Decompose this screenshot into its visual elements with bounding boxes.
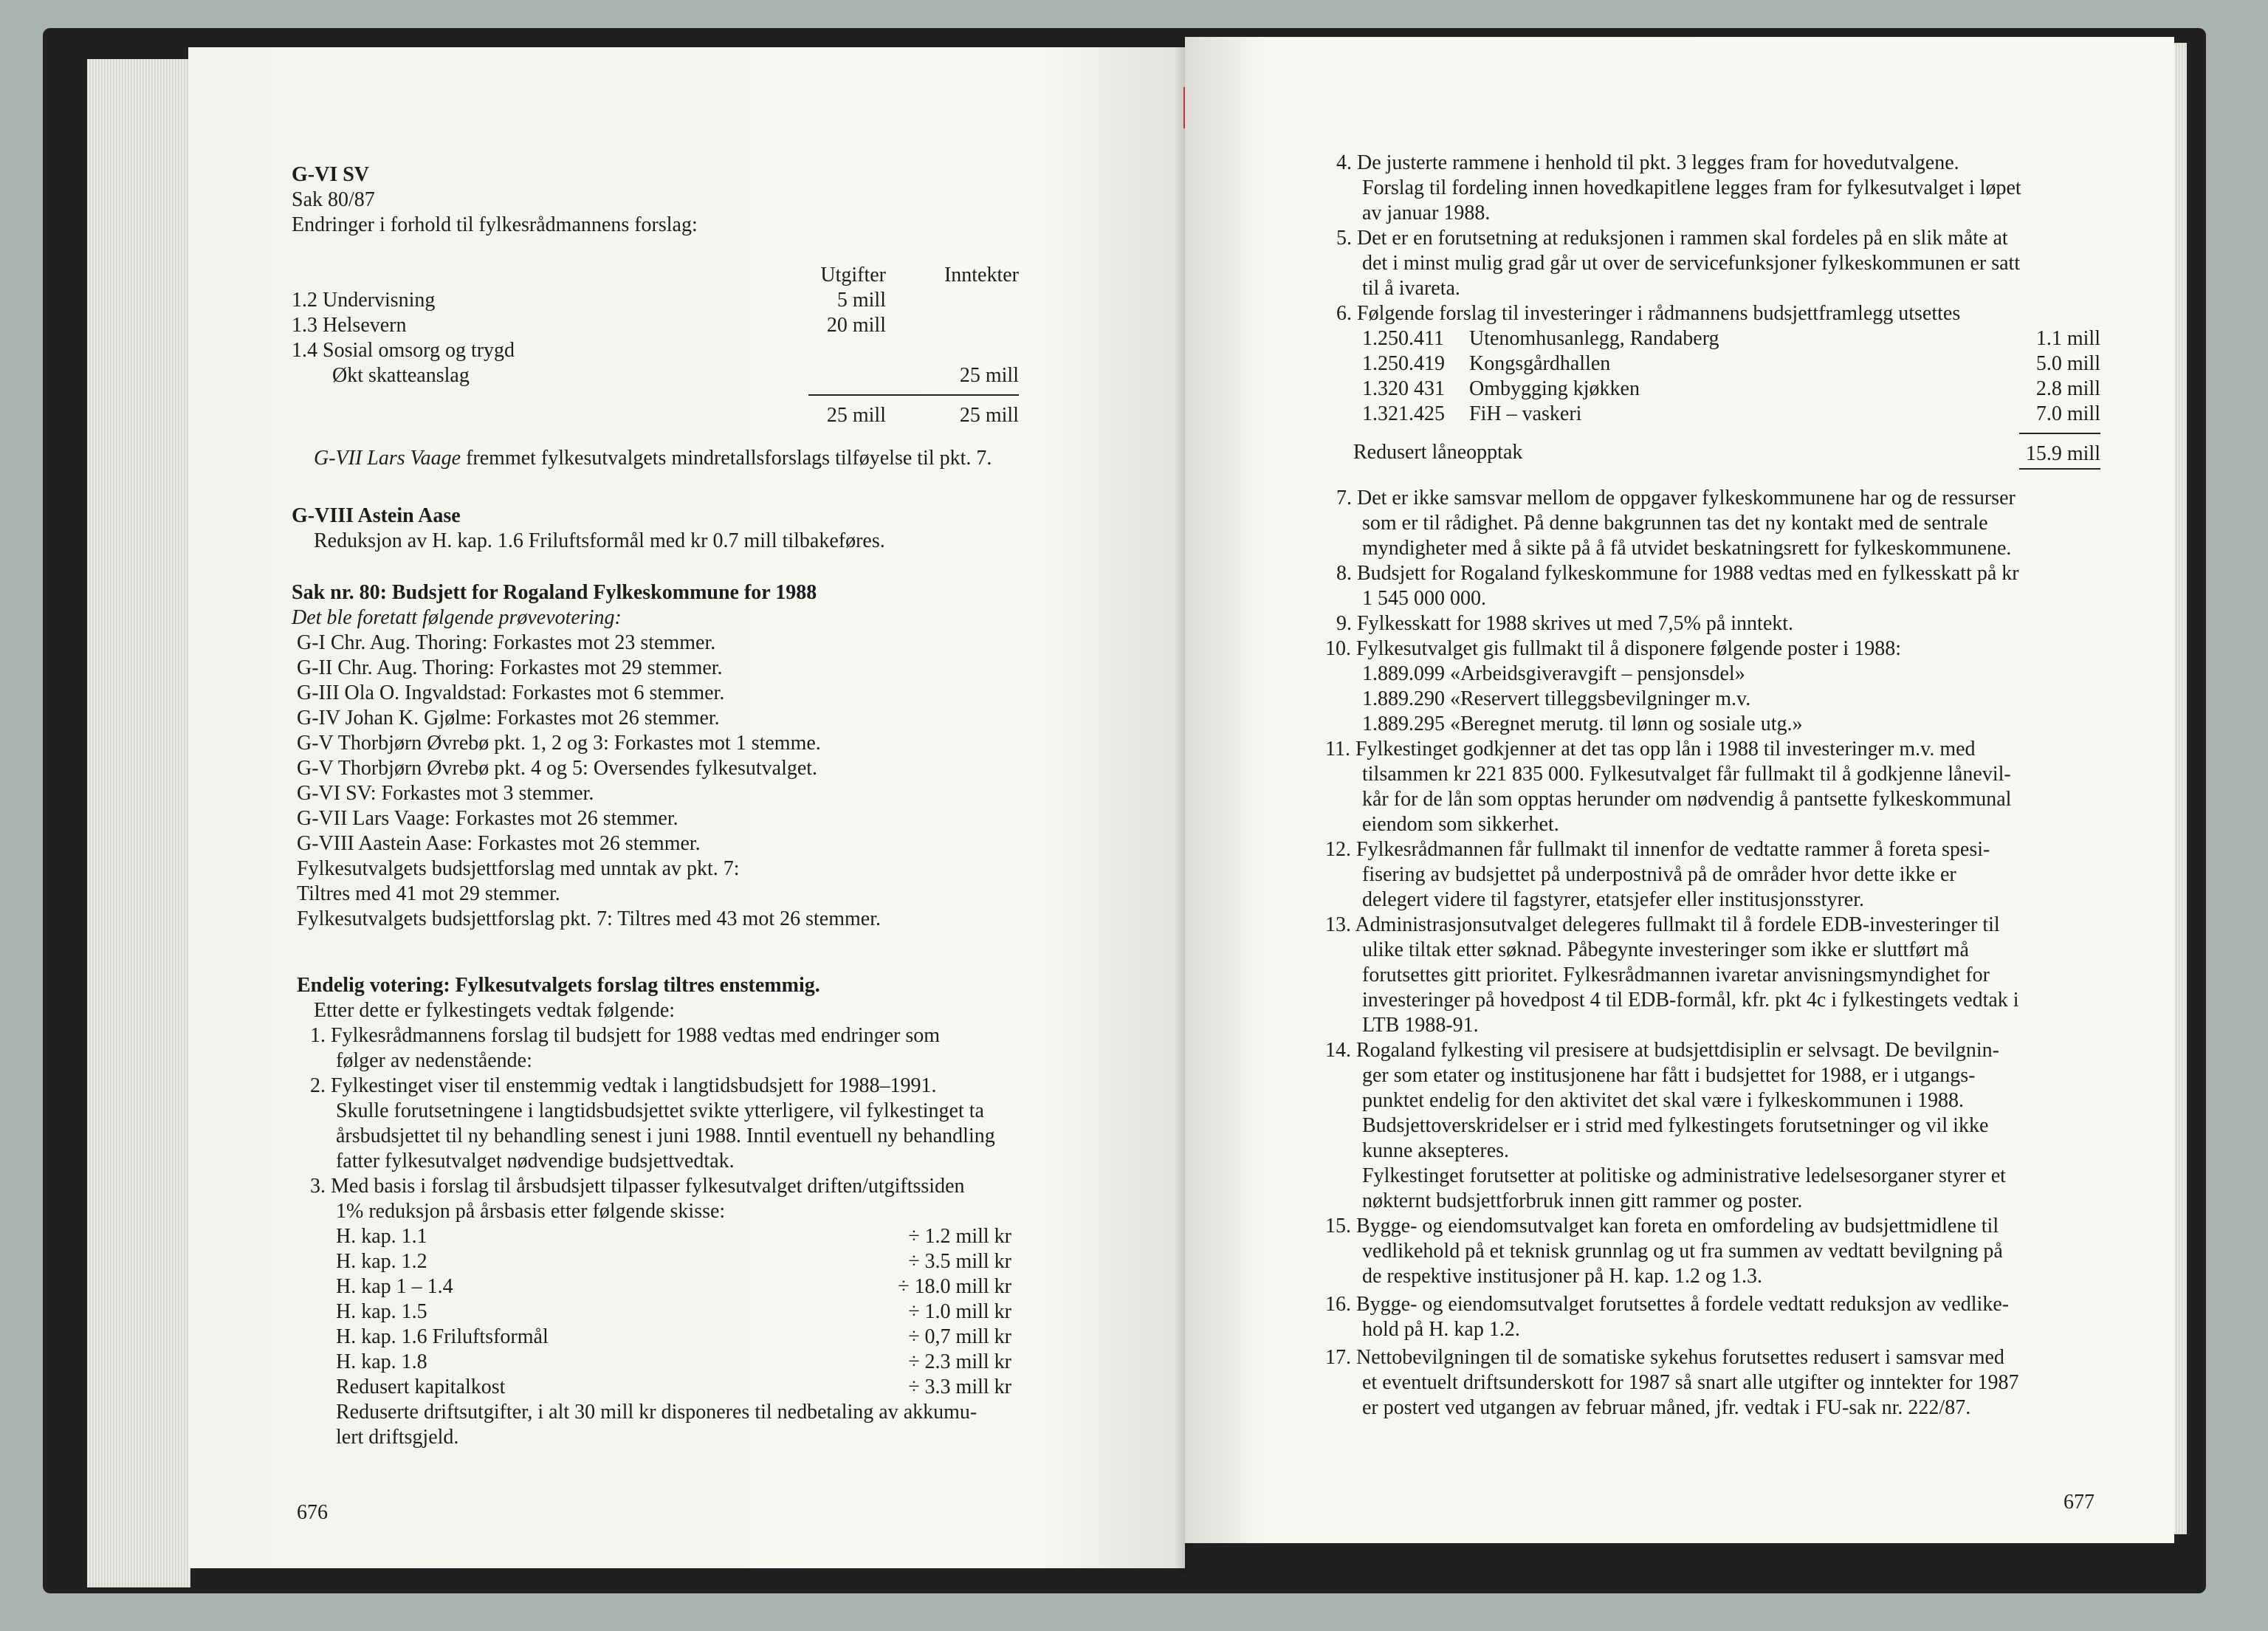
cut-amount: ÷ 3.3 mill kr	[908, 1376, 1011, 1398]
list-item: av januar 1988.	[1362, 202, 1491, 224]
investment-amount: 5.0 mill	[2035, 352, 2100, 375]
reduced-loan-amount: 15.9 mill	[2025, 442, 2100, 465]
cut-label: H. kap. 1.2	[336, 1250, 427, 1273]
page-number-left: 676	[297, 1501, 328, 1524]
investment-code: 1.250.411	[1362, 327, 1444, 350]
gvi-sak: Sak 80/87	[292, 188, 375, 211]
list-item: vedlikehold på et teknisk grunnlag og ut fra summen av vedtatt bevilgning på	[1362, 1240, 2003, 1263]
vote-item: Fylkesutvalgets budsjettforslag pkt. 7: Tiltres med 43 mot 26 stemmer.	[297, 907, 881, 930]
list-item: ulike tiltak etter søknad. Påbegynte investeringer som ikke er sluttført må	[1362, 938, 1969, 961]
vote-item: G-VIII Aastein Aase: Forkastes mot 26 stemmer.	[297, 832, 701, 855]
investment-amount: 2.8 mill	[2035, 377, 2100, 400]
gvii-note-text: fremmet fylkesutvalgets mindretallsforslags tilføyelse til pkt. 7.	[461, 447, 992, 470]
list-item: 13. Administrasjonsutvalget delegeres fullmakt til å fordele EDB-investeringer til	[1325, 913, 2000, 936]
final-vote-intro: Etter dette er fylkestingets vedtak følgende:	[314, 999, 676, 1022]
list-item: 16. Bygge- og eiendomsutvalget forutsettes å fordele vedtatt reduksjon av vedlike-	[1325, 1293, 2010, 1316]
page-number-right: 677	[2063, 1491, 2095, 1514]
investment-name: Ombygging kjøkken	[1469, 377, 1640, 400]
list-item: 2. Fylkestinget viser til enstemmig vedtak i langtidsbudsjett for 1988–1991.	[310, 1074, 937, 1097]
page-stack-left	[87, 59, 190, 1587]
cut-amount: ÷ 3.5 mill kr	[908, 1250, 1011, 1273]
list-item: hold på H. kap 1.2.	[1362, 1318, 1520, 1341]
list-item: 1. Fylkesrådmannens forslag til budsjett for 1988 vedtas med endringer som	[310, 1024, 941, 1047]
cut-label: H. kap. 1.6 Friluftsformål	[336, 1325, 549, 1348]
list-item: 17. Nettobevilgningen til de somatiske sykehus forutsettes redusert i samsvar med	[1325, 1346, 2004, 1369]
cut-label: Redusert kapitalkost	[336, 1376, 506, 1398]
vote-item: G-IV Johan K. Gjølme: Forkastes mot 26 stemmer.	[297, 707, 720, 729]
reduced-loan-label: Redusert låneopptak	[1353, 441, 1523, 464]
list-item: 9. Fylkesskatt for 1988 skrives ut med 7,5% på inntekt.	[1336, 612, 1794, 635]
list-item: Fylkestinget forutsetter at politiske og administrative ledelsesorganer styrer et	[1362, 1164, 2006, 1187]
list-item: 15. Bygge- og eiendomsutvalget kan foreta en omfordeling av budsjettmidlene til	[1325, 1215, 1999, 1237]
list-item: Budsjettoverskridelser er i strid med fylkestingets forutsetninger og vil ikke	[1362, 1114, 1989, 1137]
table-sum-rule	[808, 394, 1019, 396]
list-item: 3. Med basis i forslag til årsbudsjett tilpasser fylkesutvalget driften/utgiftssiden	[310, 1175, 965, 1198]
list-item: kunne aksepteres.	[1362, 1139, 1510, 1162]
list-item: Skulle forutsetningene i langtidsbudsjettet svikte ytterligere, vil fylkestinget ta	[336, 1099, 984, 1122]
cut-label: H. kap. 1.8	[336, 1350, 427, 1373]
list-item: forutsettes gitt prioritet. Fylkesrådmannen ivaretar anvisningsmyndighet for	[1362, 964, 1990, 986]
list-item: 1 545 000 000.	[1362, 587, 1486, 610]
investment-amount: 1.1 mill	[2035, 327, 2100, 350]
list-item: 1.889.099 «Arbeidsgiveravgift – pensjonsdel»	[1362, 662, 1745, 685]
cut-amount: ÷ 1.2 mill kr	[908, 1225, 1011, 1248]
list-item: LTB 1988-91.	[1362, 1014, 1479, 1037]
vote-item: Fylkesutvalgets budsjettforslag med unntak av pkt. 7:	[297, 857, 740, 880]
right-page	[1185, 37, 2174, 1543]
list-item: punktet endelig for den aktivitet det skal være i fylkeskommunen i 1988.	[1362, 1089, 1964, 1112]
list-item: 12. Fylkesrådmannen får fullmakt til innenfor de vedtatte rammer å foreta spesi-	[1325, 838, 1990, 861]
investment-name: Utenomhusanlegg, Randaberg	[1469, 327, 1719, 350]
cut-label: H. kap 1 – 1.4	[336, 1275, 453, 1298]
list-item: delegert videre til fagstyrer, etatsjefer eller institusjonsstyrer.	[1362, 888, 1864, 911]
vote-item: G-III Ola O. Ingvaldstad: Forkastes mot 6 stemmer.	[297, 681, 725, 704]
vote-item: G-I Chr. Aug. Thoring: Forkastes mot 23 stemmer.	[297, 631, 716, 654]
list-item: 4. De justerte rammene i henhold til pkt. 3 legges fram for hovedutvalgene.	[1336, 151, 1959, 174]
final-vote-heading: Endelig votering: Fylkesutvalgets forslag tiltres enstemmig.	[297, 974, 820, 997]
gviii-text: Reduksjon av H. kap. 1.6 Friluftsformål med kr 0.7 mill tilbakeføres.	[314, 529, 885, 552]
list-item: 1% reduksjon på årsbasis etter følgende skisse:	[336, 1200, 726, 1223]
investment-name: Kongsgårdhallen	[1469, 352, 1611, 375]
list-item: myndigheter med å sikte på å få utvidet beskatningsrett for fylkeskommunene.	[1362, 537, 2012, 560]
investment-amount: 7.0 mill	[2035, 402, 2100, 425]
investment-sum-rule	[2019, 433, 2100, 434]
list-item: 8. Budsjett for Rogaland fylkeskommune for 1988 vedtas med en fylkesskatt på kr	[1336, 562, 2019, 585]
table-total-expense: 25 mill	[826, 404, 886, 427]
table-row-expense: 5 mill	[836, 289, 886, 312]
investment-code: 1.321.425	[1362, 402, 1445, 425]
gviii-heading: G-VIII Astein Aase	[292, 504, 461, 527]
list-item: det i minst mulig grad går ut over de servicefunksjoner fylkeskommunen er satt	[1362, 252, 2021, 275]
cut-amount: ÷ 0,7 mill kr	[908, 1325, 1011, 1348]
list-item: 6. Følgende forslag til investeringer i rådmannens budsjettframlegg utsettes	[1336, 302, 1961, 325]
list-item: eiendom som sikkerhet.	[1362, 813, 1559, 836]
table-total-income: 25 mill	[959, 404, 1019, 427]
investment-code: 1.320 431	[1362, 377, 1445, 400]
table-row-income: 25 mill	[959, 364, 1019, 387]
list-item: ger som etater og institusjonene har fått i budsjettet for 1988, er i utgangs-	[1362, 1064, 1976, 1087]
list-item: som er til rådighet. På denne bakgrunnen tas det ny kontakt med de sentrale	[1362, 512, 1988, 535]
list-item: til å ivareta.	[1362, 277, 1460, 300]
list-item: kår for de lån som opptas herunder om nødvendig å pantsette fylkeskommunal	[1362, 788, 2012, 811]
investment-total-rule	[2019, 468, 2100, 470]
list-item: er postert ved utgangen av februar måned, jfr. vedtak i FU-sak nr. 222/87.	[1362, 1396, 1971, 1419]
cut-amount: ÷ 2.3 mill kr	[908, 1350, 1011, 1373]
list-item: tilsammen kr 221 835 000. Fylkesutvalget får fullmakt til å godkjenne lånevil-	[1362, 763, 2011, 786]
vote-item: G-V Thorbjørn Øvrebø pkt. 1, 2 og 3: Forkastes mot 1 stemme.	[297, 732, 821, 755]
list-item: 1.889.290 «Reservert tilleggsbevilgninger m.v.	[1362, 687, 1751, 710]
gvi-heading: G-VI SV	[292, 163, 370, 186]
table-header-income: Inntekter	[944, 264, 1019, 286]
list-item: 11. Fylkestinget godkjenner at det tas opp lån i 1988 til investeringer m.v. med	[1325, 738, 1976, 760]
list-item: 14. Rogaland fylkesting vil presisere at budsjettdisiplin er selvsagt. De bevilgnin-	[1325, 1039, 1999, 1062]
vote-item: G-II Chr. Aug. Thoring: Forkastes mot 29 stemmer.	[297, 656, 723, 679]
list-item: 5. Det er en forutsetning at reduksjonen i rammen skal fordeles på en slik måte at	[1336, 227, 2008, 250]
list-item: investeringer på hovedpost 4 til EDB-formål, kfr. pkt 4c i fylkestingets vedtak i	[1362, 989, 2019, 1012]
vote-item: G-V Thorbjørn Øvrebø pkt. 4 og 5: Oversendes fylkesutvalget.	[297, 757, 818, 780]
list-item: følger av nedenstående:	[336, 1049, 532, 1072]
vote-item: G-VII Lars Vaage: Forkastes mot 26 stemmer.	[297, 807, 678, 830]
list-item: 7. Det er ikke samsvar mellom de oppgaver fylkeskommunene har og de ressurser	[1336, 487, 2016, 509]
table-row-label: 1.3 Helsevern	[292, 314, 407, 337]
list-item: nøkternt budsjettforbruk innen gitt rammer og poster.	[1362, 1189, 1803, 1212]
list-item: 1.889.295 «Beregnet merutg. til lønn og sosiale utg.»	[1362, 713, 1803, 735]
sak80-heading: Sak nr. 80: Budsjett for Rogaland Fylkeskommune for 1988	[292, 581, 817, 604]
investment-name: FiH – vaskeri	[1469, 402, 1582, 425]
left-page	[188, 47, 1185, 1568]
list-item: årsbudsjettet til ny behandling senest i juni 1988. Inntil eventuell ny behandling	[336, 1124, 995, 1147]
table-row-label: Økt skatteanslag	[332, 364, 470, 387]
table-header-expenses: Utgifter	[820, 264, 886, 286]
gvii-note	[314, 446, 992, 471]
cut-label: H. kap. 1.5	[336, 1300, 427, 1323]
list-item: fisering av budsjettet på underpostnivå på de områder hvor dette ikke er	[1362, 863, 1956, 886]
vote-item: Tiltres med 41 mot 29 stemmer.	[297, 882, 560, 905]
closing-line: lert driftsgjeld.	[336, 1426, 459, 1449]
list-item: Forslag til fordeling innen hovedkapitlene legges fram for fylkesutvalget i løpet	[1362, 176, 2021, 199]
table-row-label: 1.2 Undervisning	[292, 289, 436, 312]
gvii-note-name: G-VII Lars Vaage	[314, 447, 461, 470]
cut-amount: ÷ 18.0 mill kr	[898, 1275, 1011, 1298]
table-row-label: 1.4 Sosial omsorg og trygd	[292, 339, 515, 362]
vote-item: G-VI SV: Forkastes mot 3 stemmer.	[297, 782, 594, 805]
list-item: et eventuelt driftsunderskott for 1987 så snart alle utgifter og inntekter for 1987	[1362, 1371, 2019, 1394]
list-item: fatter fylkesutvalget nødvendige budsjettvedtak.	[336, 1150, 735, 1172]
list-item: de respektive institusjoner på H. kap. 1.2 og 1.3.	[1362, 1265, 1763, 1288]
list-item: 10. Fylkesutvalget gis fullmakt til å disponere følgende poster i 1988:	[1325, 637, 1901, 660]
table-row-expense: 20 mill	[826, 314, 886, 337]
investment-code: 1.250.419	[1362, 352, 1445, 375]
cut-amount: ÷ 1.0 mill kr	[908, 1300, 1011, 1323]
sak80-subheading: Det ble foretatt følgende prøvevotering:	[292, 606, 622, 629]
closing-line: Reduserte driftsutgifter, i alt 30 mill kr disponeres til nedbetaling av akkumu-	[336, 1401, 977, 1424]
cut-label: H. kap. 1.1	[336, 1225, 427, 1248]
gvi-intro: Endringer i forhold til fylkesrådmannens forslag:	[292, 213, 698, 236]
